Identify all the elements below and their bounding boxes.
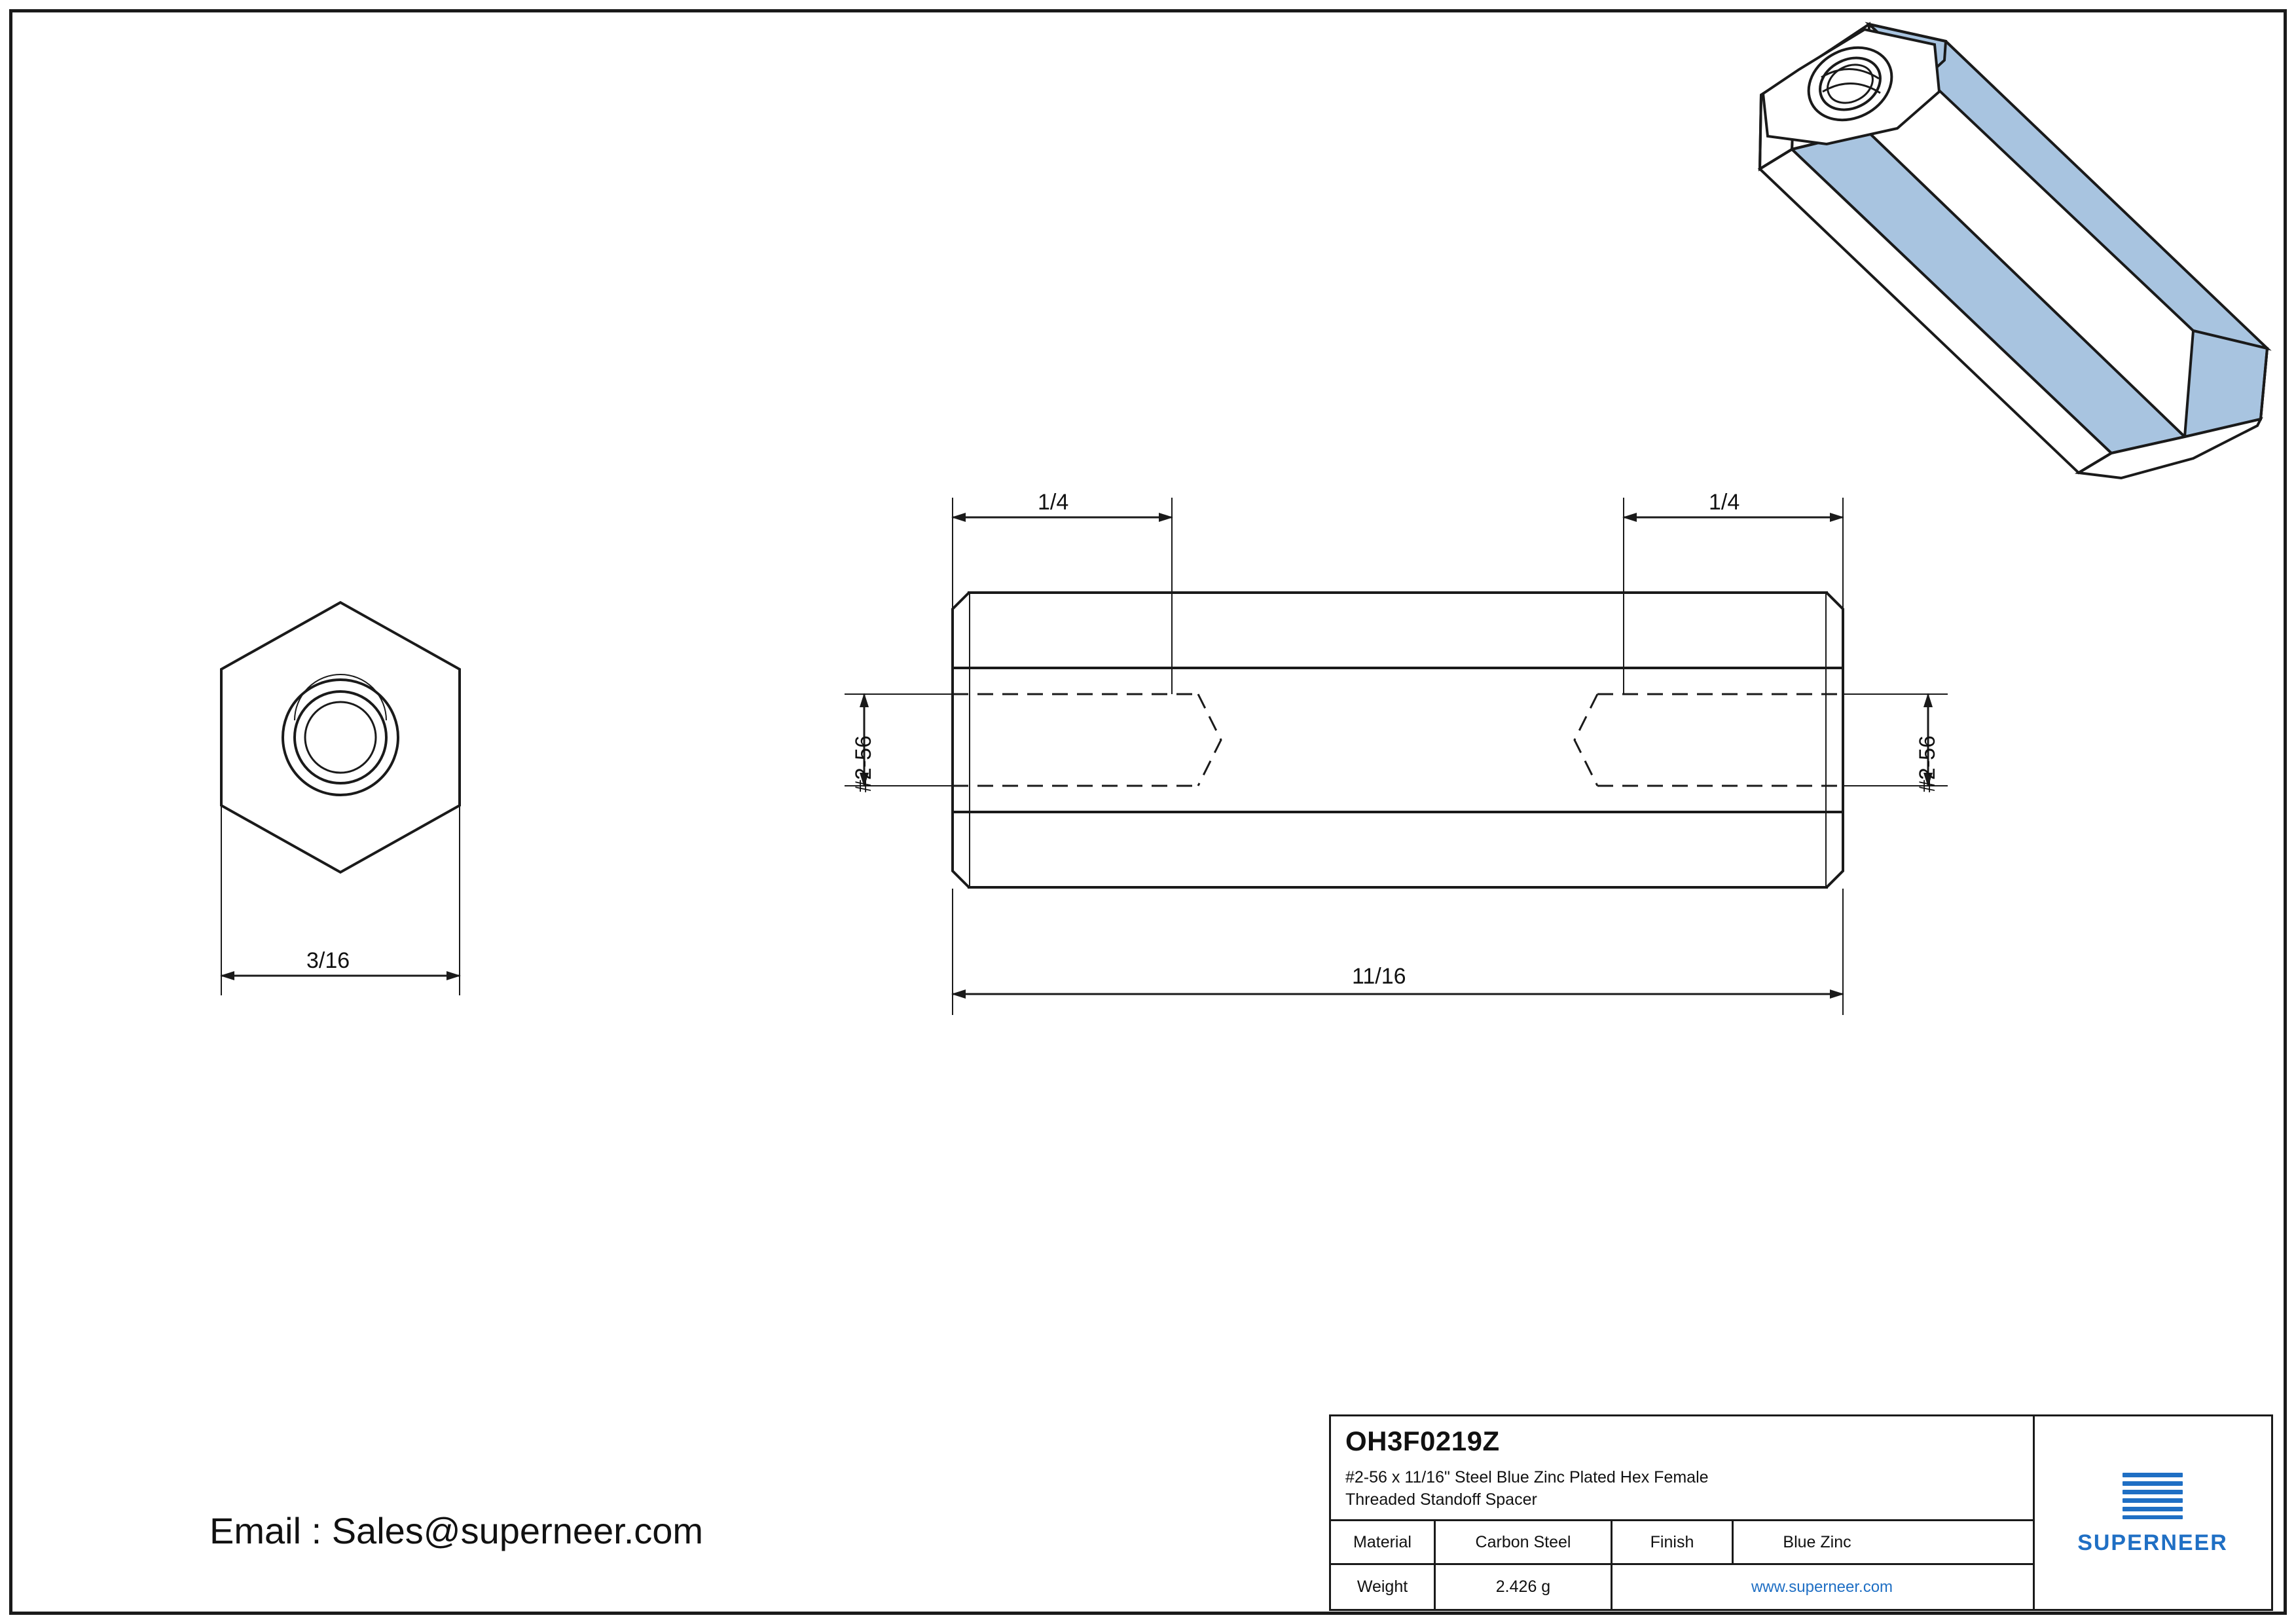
material-finish-row: [1331, 1521, 2033, 1565]
brand-name: SUPERNEER: [2077, 1530, 2228, 1555]
weight-label: Weight: [1331, 1565, 1436, 1609]
brand-block: [2035, 1416, 2270, 1609]
material-label: Material: [1331, 1521, 1436, 1563]
part-description-line2: Threaded Standoff Spacer: [1345, 1490, 1537, 1509]
dim-thread-depth-right: 1/4: [1709, 490, 1740, 515]
front-hex-view: [221, 602, 460, 995]
title-block-left: [1331, 1416, 2035, 1609]
website-link[interactable]: www.superneer.com: [1751, 1578, 1893, 1596]
dim-thread-spec-left: #2-56: [851, 735, 876, 792]
weight-value: 2.426 g: [1436, 1565, 1613, 1609]
dim-overall-length: 11/16: [1352, 964, 1406, 989]
finish-label: Finish: [1613, 1521, 1734, 1563]
part-number: OH3F0219Z: [1345, 1425, 1500, 1456]
dim-thread-depth-left: 1/4: [1038, 490, 1069, 515]
iso-view: [1760, 23, 2285, 478]
part-description-line1: #2-56 x 11/16" Steel Blue Zinc Plated Hex Female: [1345, 1468, 1709, 1486]
finish-value: Blue Zinc: [1783, 1532, 1851, 1551]
superneer-logo-icon: [2113, 1470, 2192, 1521]
dim-front-width: 3/16: [306, 948, 350, 973]
side-view: [845, 498, 1948, 1015]
dim-thread-spec-right: #2-56: [1915, 735, 1940, 792]
contact-email: Email : Sales@superneer.com: [210, 1510, 704, 1551]
title-block: [1329, 1414, 2273, 1611]
material-value: Carbon Steel: [1436, 1521, 1613, 1563]
weight-website-row: [1331, 1565, 2033, 1609]
part-description: [1331, 1466, 2033, 1521]
